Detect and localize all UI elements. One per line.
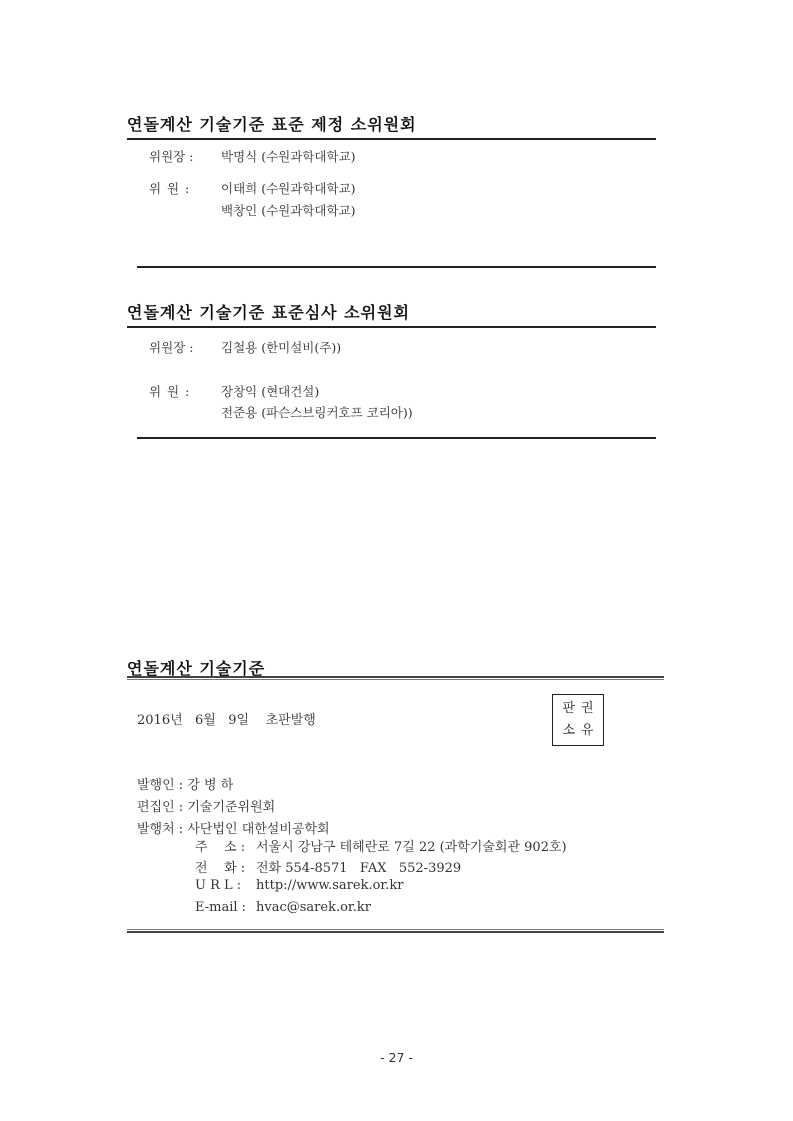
url-label: U R L : — [195, 878, 242, 893]
committee1-chair-label: 위원장 : — [149, 149, 194, 164]
editor-row — [137, 796, 275, 815]
publisher-row — [137, 774, 233, 793]
committee1-member-2: 백창인 (수원과학대학교) — [221, 203, 356, 218]
issuer-row — [137, 818, 330, 837]
committee2-member-1: 장창익 (현대건설) — [221, 384, 320, 399]
committee1-member-label: 위 원 : — [149, 181, 190, 196]
committee1-bottom-rule — [137, 266, 656, 268]
committee1-member-1: 이태희 (수원과학대학교) — [221, 181, 356, 196]
phone-label: 전 화 : — [195, 861, 246, 876]
committee1-chair-name: 박명식 (수원과학대학교) — [221, 149, 356, 164]
committee2-member-2: 전준용 (파슨스브링커호프 코리아)) — [221, 405, 413, 420]
editor-name: 기술기준위원회 — [187, 800, 276, 815]
committee1-title: 연돌계산 기술기준 표준 제정 소위원회 — [127, 115, 417, 134]
page-number: - 27 - — [380, 1050, 413, 1065]
publication-title: 연돌계산 기술기준 — [127, 659, 266, 678]
committee1-top-rule — [127, 138, 656, 140]
publication-date: 2016년 6월 9일 초판발행 — [137, 713, 316, 728]
committee2-chair-label: 위원장 : — [149, 340, 194, 355]
phone-value: 전화 554-8571 FAX 552-3929 — [256, 861, 462, 876]
issuer-label: 발행처 : — [137, 822, 188, 837]
copyright-stamp — [552, 694, 604, 746]
address-value: 서울시 강남구 테헤란로 7길 22 (과학기술회관 902호) — [256, 840, 567, 855]
stamp-line-2: 소유 — [562, 723, 600, 738]
publisher-label: 발행인 : — [137, 778, 188, 793]
stamp-line-1: 판권 — [562, 701, 600, 716]
editor-label: 편집인 : — [137, 800, 188, 815]
publication-top-rule — [127, 676, 664, 680]
committee2-chair-name: 김철용 (한미설비(주)) — [221, 340, 342, 355]
committee2-top-rule — [127, 326, 656, 328]
address-label: 주 소 : — [195, 840, 246, 855]
url-value: http://www.sarek.or.kr — [256, 878, 404, 893]
publication-bottom-rule — [127, 929, 664, 933]
email-value: hvac@sarek.or.kr — [256, 900, 371, 915]
committee2-title: 연돌계산 기술기준 표준심사 소위원회 — [127, 303, 411, 322]
issuer-name: 사단법인 대한설비공학회 — [187, 822, 330, 837]
committee2-bottom-rule — [137, 437, 656, 439]
committee2-member-label: 위 원 : — [149, 384, 190, 399]
publisher-name: 강 병 하 — [187, 778, 234, 793]
email-label: E-mail : — [195, 900, 247, 915]
